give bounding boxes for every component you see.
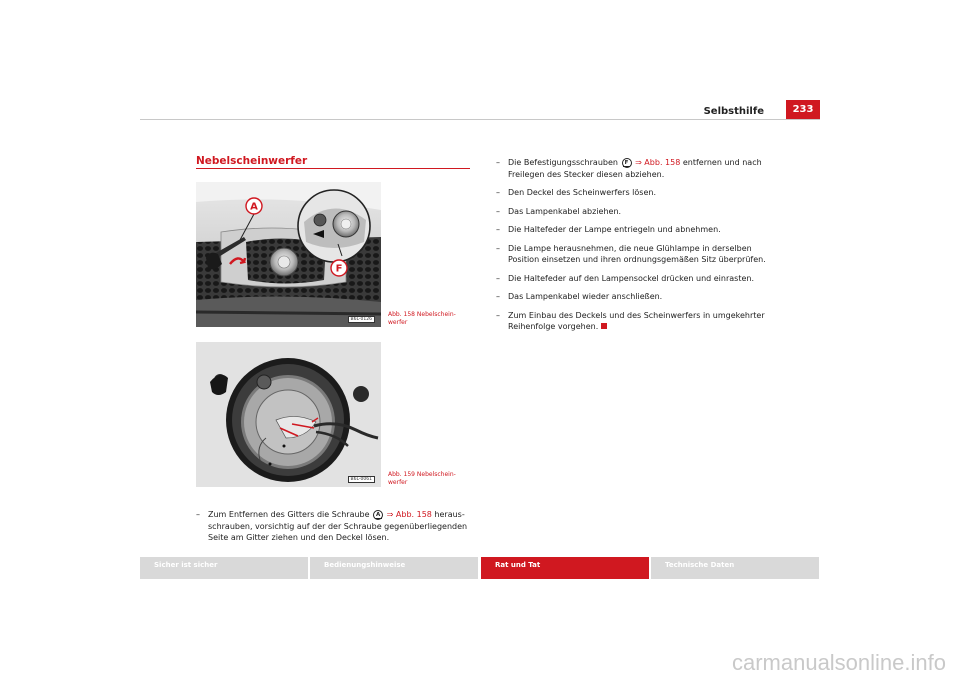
step-spring-lock — [496, 273, 786, 285]
step-text-before: Die Befestigungsschrauben — [508, 158, 618, 167]
step-dash: – — [496, 310, 500, 320]
step-text: Das Lampenkabel abziehen. — [508, 206, 622, 216]
figure-158-link[interactable]: ⇒ Abb. 158 — [386, 510, 432, 519]
watermark: carmanualsonline.info — [731, 650, 946, 675]
step-reconnect — [496, 291, 786, 303]
figure-159-caption — [388, 471, 473, 487]
steps-left — [196, 509, 476, 551]
figure-158-caption-text: Abb. 158 Nebelschein- werfer — [388, 311, 456, 326]
footer-tab-rat-und-tat[interactable]: Rat und Tat — [481, 557, 649, 579]
step-dash: – — [196, 510, 200, 519]
running-header: Selbsthilfe — [703, 106, 764, 117]
figure-158-link[interactable]: ⇒ Abb. 158 — [635, 158, 681, 167]
header-rule — [140, 119, 820, 120]
figure-159-image — [196, 342, 381, 487]
step-text-before: Zum Entfernen des Gitters die Schraube — [208, 510, 370, 519]
step-text: Das Lampenkabel wieder anschließen. — [508, 292, 663, 301]
section-title: Nebelscheinwerfer — [196, 155, 308, 167]
figure-code: B6L-0061 — [348, 476, 375, 483]
figure-code: B6L-0126 — [348, 316, 375, 323]
callout-f-icon: F — [622, 158, 632, 168]
step-text: Die Haltefeder auf den Lampensockel drücken und einrasten. — [508, 273, 755, 283]
step-text-after: heraus- schrauben, vorsichtig auf der der Schraube gegenüberliegenden Seite am Gitter ziehen und den Deckel lösen. — [208, 510, 468, 542]
step-spring — [496, 224, 786, 236]
step-dash: – — [496, 243, 500, 253]
footer-tab-technische-daten[interactable]: Technische Daten — [651, 557, 819, 579]
step-text: Zum Einbau des Deckels und des Scheinwerfers in umgekehrter Reihenfolge vorgehen. — [508, 310, 765, 331]
callout-f-label: F — [335, 263, 343, 275]
step-dash: – — [496, 273, 500, 283]
step-dash: – — [496, 158, 500, 167]
footer-tab-sicher[interactable]: Sicher ist sicher — [140, 557, 308, 579]
fog-lamp-bumper-illustration — [196, 182, 381, 327]
figure-158-image — [196, 182, 381, 327]
step-reassemble — [496, 310, 786, 333]
step-cable — [496, 206, 786, 218]
step-cover — [496, 187, 786, 199]
figure-158-caption — [388, 311, 473, 327]
step-text-after: entfernen und nach Freilegen des Stecker diesen abziehen. — [508, 158, 762, 179]
figure-159-caption-text: Abb. 159 Nebelschein- werfer — [388, 471, 456, 486]
steps-right — [496, 157, 786, 340]
end-of-section-icon — [601, 323, 607, 329]
step-dash: – — [496, 292, 500, 301]
fog-lamp-rear-illustration — [196, 342, 381, 487]
step-dash: – — [496, 206, 500, 216]
step-text: Die Lampe herausnehmen, die neue Glühlampe in derselben Position einsetzen und ihren ordnungsgemäßen Sitz überprüfen. — [508, 243, 766, 264]
section-rule — [196, 168, 470, 169]
step-remove-screws — [496, 157, 786, 180]
step-bulb — [496, 243, 786, 266]
footer-tab-bedienung[interactable]: Bedienungshinweise — [310, 557, 478, 579]
page-number: 233 — [786, 100, 820, 119]
callout-a-label: A — [250, 201, 258, 213]
step-remove-grille — [196, 509, 476, 544]
callout-a-icon: A — [373, 510, 383, 520]
step-dash: – — [496, 188, 500, 197]
step-dash: – — [496, 225, 500, 234]
step-text: Die Haltefeder der Lampe entriegeln und abnehmen. — [508, 225, 721, 234]
step-text: Den Deckel des Scheinwerfers lösen. — [508, 188, 656, 197]
